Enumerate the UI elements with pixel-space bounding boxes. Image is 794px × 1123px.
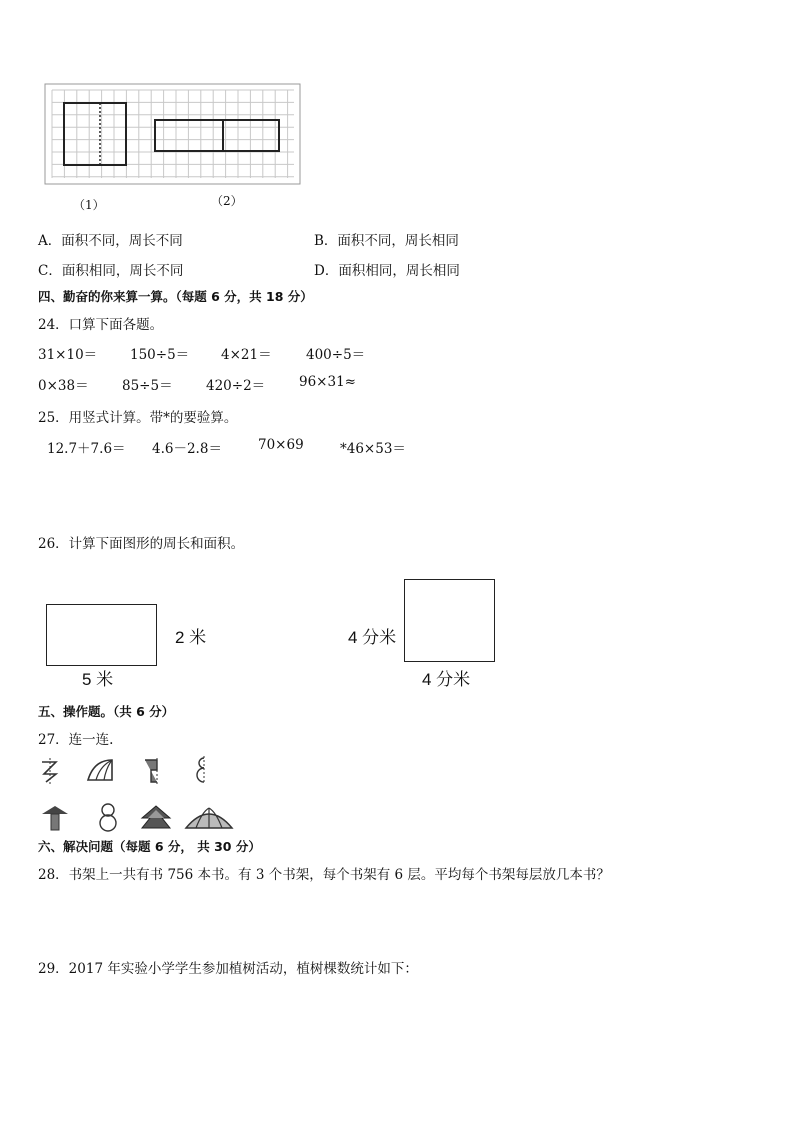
- q24-prompt: 24．口算下面各题。: [38, 317, 164, 333]
- section4-title: 四、勤奋的你来算一算。（每题 6 分，共 18 分）: [38, 289, 313, 304]
- figure-label-1: （1）: [73, 198, 105, 212]
- half-snowman-icon: [194, 756, 212, 784]
- lamp-icon: [40, 804, 70, 832]
- rectangle-shape: [46, 604, 157, 666]
- q25-prompt: 25．用竖式计算。带*的要验算。: [38, 410, 238, 426]
- square-side-label: 4 分米: [348, 628, 397, 647]
- section5-title: 五、操作题。（共 6 分）: [38, 704, 175, 719]
- vertical-calc-item: 4.6－2.8＝: [152, 441, 222, 457]
- calc-item: 4×21＝: [221, 347, 272, 363]
- calc-item: 31×10＝: [38, 347, 98, 363]
- square-shape: [404, 579, 495, 662]
- half-lamp-icon: [143, 758, 165, 784]
- q26-prompt: 26．计算下面图形的周长和面积。: [38, 536, 245, 552]
- calc-item: 400÷5＝: [306, 347, 366, 363]
- q27-prompt: 27．连一连.: [38, 732, 114, 748]
- option-a: A．面积不同，周长不同: [38, 233, 183, 249]
- calc-item: 85÷5＝: [122, 378, 173, 394]
- section6-title: 六、解决问题（每题 6 分， 共 30 分）: [38, 839, 261, 854]
- snowman-icon: [96, 802, 120, 832]
- q29-prompt: 29．2017 年实验小学学生参加植树活动，植树棵数统计如下：: [38, 961, 418, 977]
- figure-label-2: （2）: [211, 194, 243, 208]
- half-umbrella-icon: [86, 758, 114, 782]
- grid-figure: [42, 80, 304, 190]
- square-bottom-label: 4 分米: [422, 670, 471, 689]
- rect-width-label: 5 米: [82, 670, 114, 689]
- square-shape: [64, 103, 126, 165]
- option-c: C．面积相同，周长不同: [38, 263, 184, 279]
- calc-item: 96×31≈: [299, 374, 356, 390]
- calc-item: 150÷5＝: [130, 347, 190, 363]
- vertical-calc-item: 70×69: [258, 437, 304, 453]
- calc-item: 420÷2＝: [206, 378, 266, 394]
- vertical-calc-item: *46×53＝: [340, 441, 406, 457]
- rect-right: [223, 120, 279, 151]
- half-zigzag-icon: [40, 758, 60, 784]
- vertical-calc-item: 12.7＋7.6＝: [47, 441, 126, 457]
- umbrella-icon: [184, 806, 234, 832]
- calc-item: 0×38＝: [38, 378, 89, 394]
- tree-icon: [140, 804, 172, 832]
- q28-prompt: 28．书架上一共有书 756 本书。有 3 个书架，每个书架有 6 层。平均每个书架每层放几本书？: [38, 867, 610, 883]
- rect-height-label: 2 米: [175, 628, 207, 647]
- option-d: D．面积相同，周长相同: [314, 263, 460, 279]
- option-b: B．面积不同，周长相同: [314, 233, 459, 249]
